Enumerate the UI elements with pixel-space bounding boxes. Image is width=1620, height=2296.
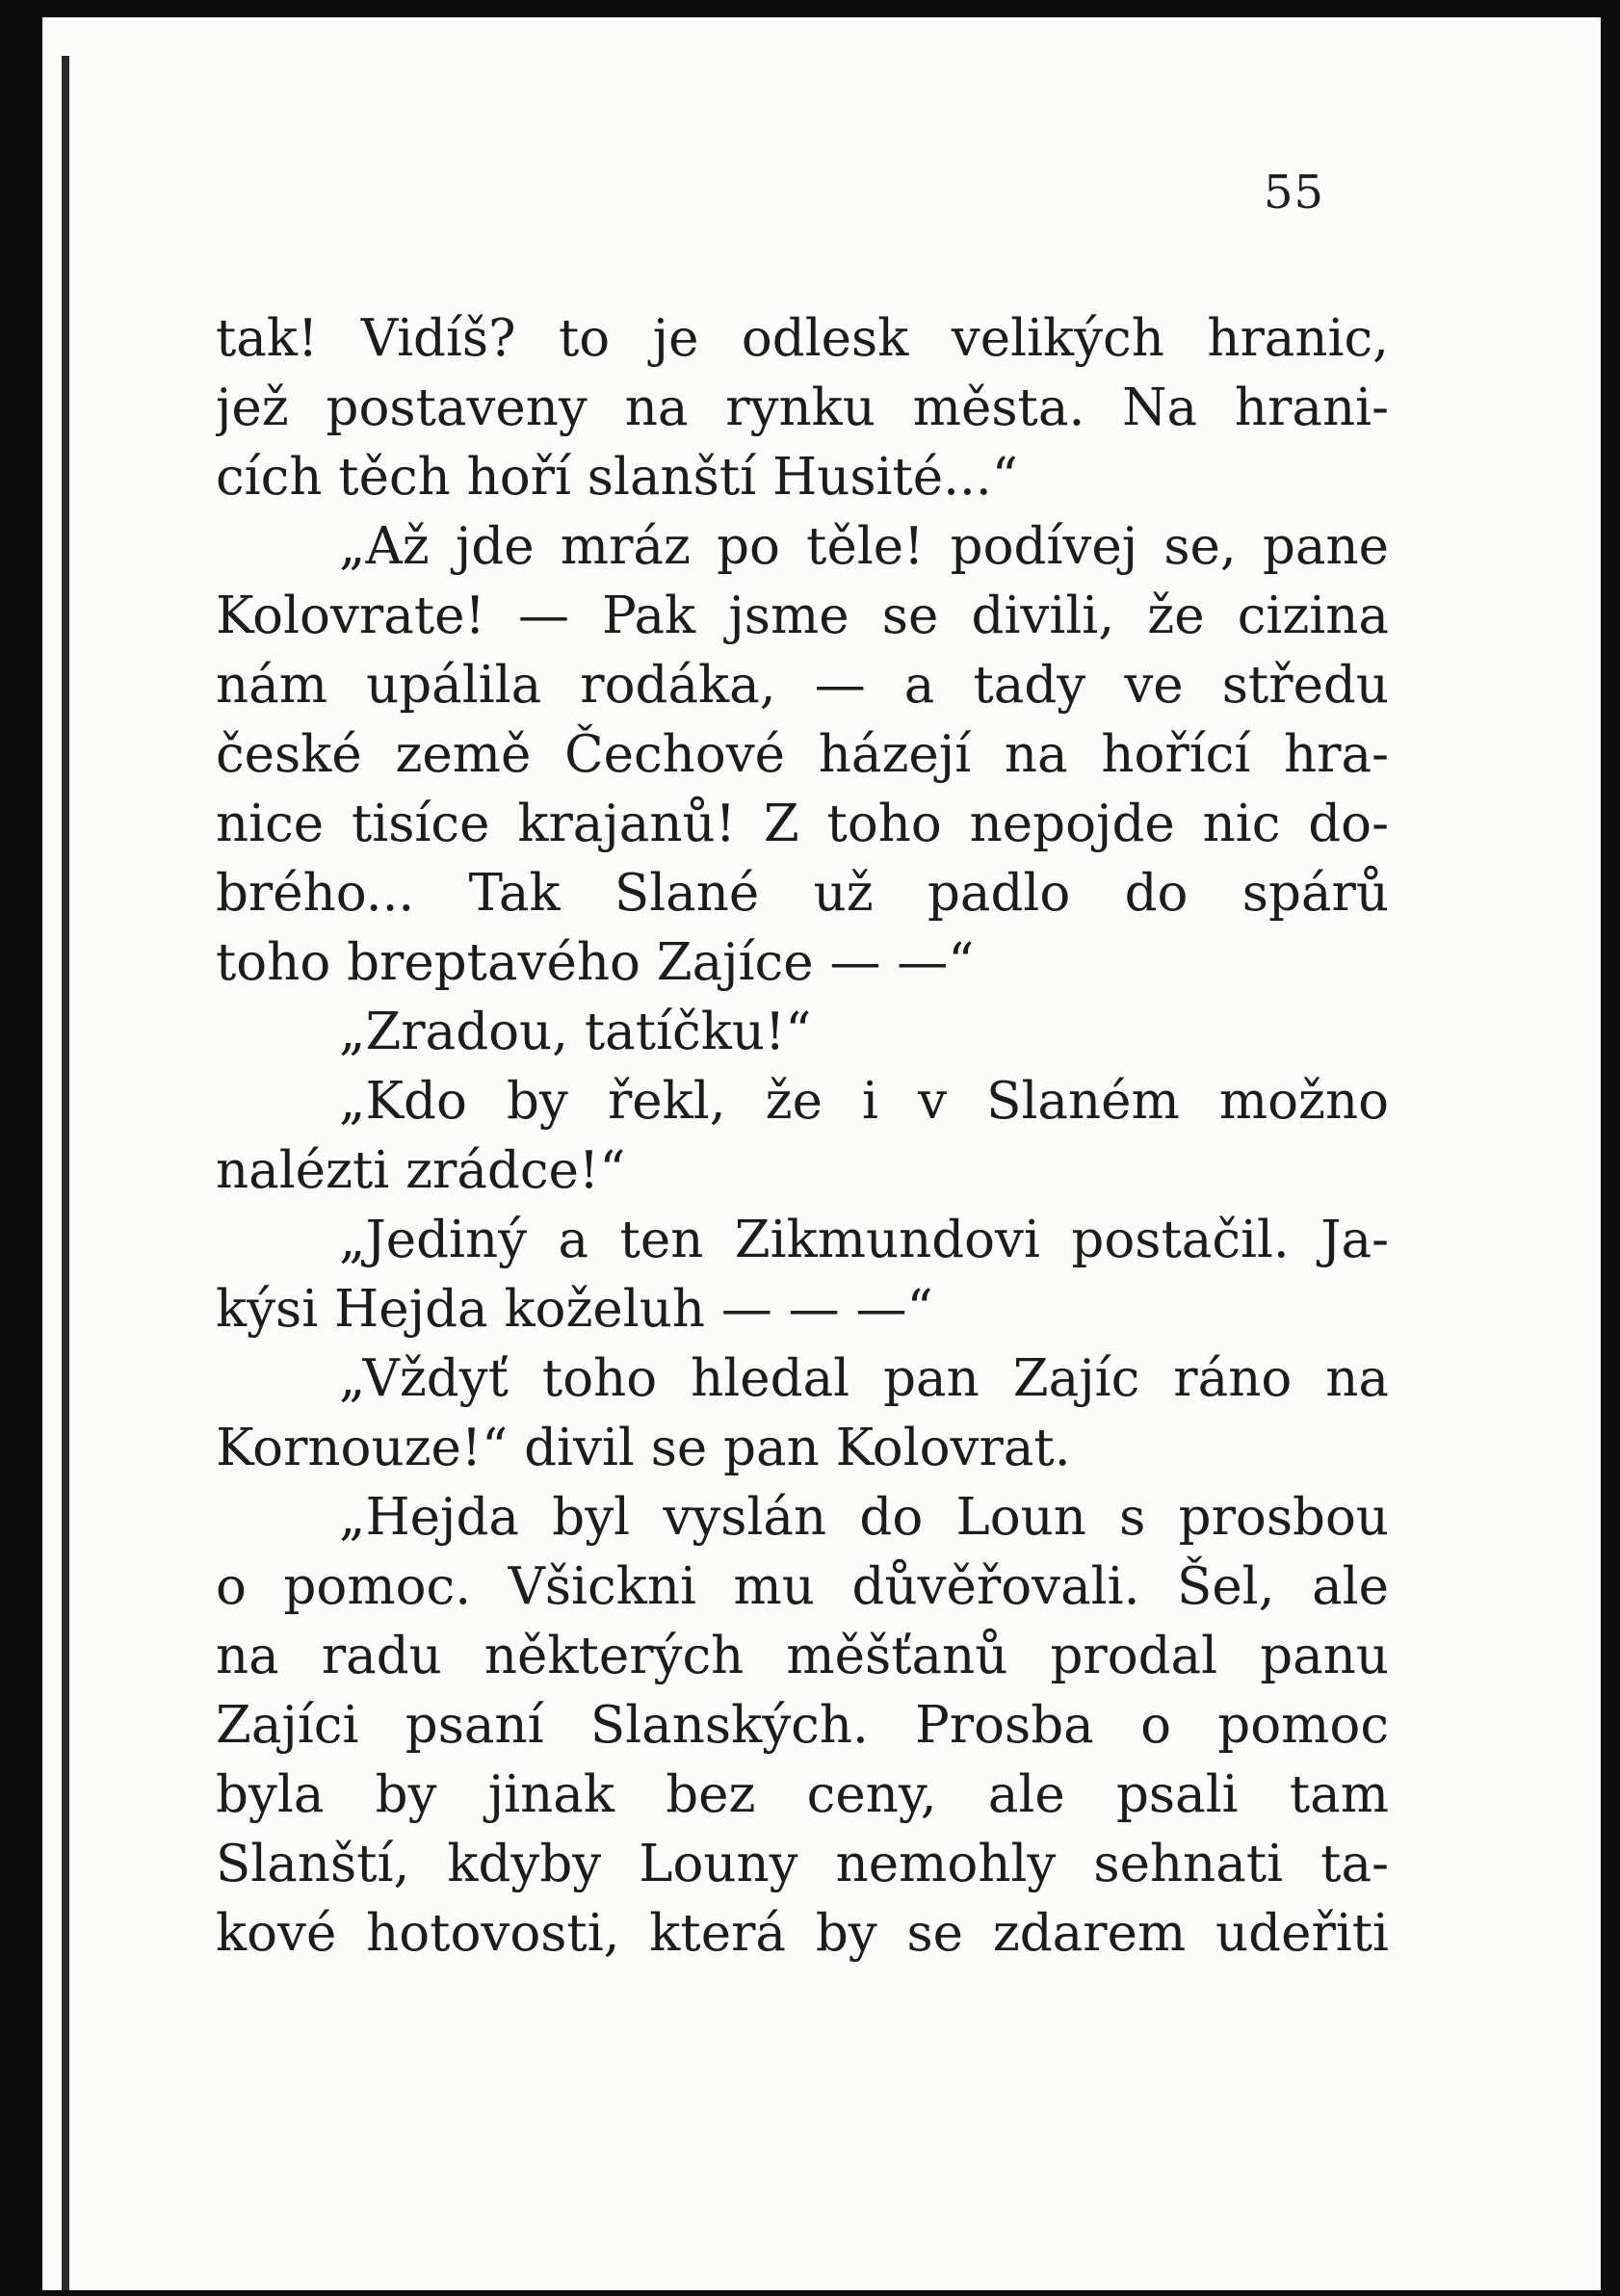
text-line: Kolovrate! — Pak jsme se divili, že cizina bbox=[216, 587, 1389, 645]
text-line: kýsi Hejda koželuh — — —“ bbox=[216, 1280, 933, 1339]
text-line: české země Čechové házejí na hořící hra- bbox=[216, 725, 1389, 784]
text-line: nice tisíce krajanů! Z toho nepojde nic do- bbox=[216, 795, 1389, 853]
page-number: 55 bbox=[1264, 166, 1325, 220]
text-line: „Vždyť toho hledal pan Zajíc ráno na bbox=[339, 1349, 1389, 1408]
text-line: Slanští, kdyby Louny nemohly sehnati ta- bbox=[216, 1835, 1389, 1893]
text-line: nám upálila rodáka, — a tady ve středu bbox=[216, 656, 1389, 715]
text-line: „Až jde mráz po těle! podívej se, pane bbox=[339, 517, 1389, 576]
text-line: jež postaveny na rynku města. Na hrani- bbox=[216, 378, 1389, 437]
text-line: „Jediný a ten Zikmundovi postačil. Ja- bbox=[339, 1211, 1389, 1269]
page-edge-shadow bbox=[62, 56, 69, 2290]
book-page bbox=[42, 17, 1601, 2290]
text-line: na radu některých měšťanů prodal panu bbox=[216, 1627, 1389, 1685]
text-line: cích těch hoří slanští Husité...“ bbox=[216, 448, 1018, 507]
text-line: „Kdo by řekl, že i v Slaném možno bbox=[339, 1072, 1389, 1131]
text-line: „Zradou, tatíčku!“ bbox=[339, 1003, 812, 1061]
text-line: tak! Vidíš? to je odlesk velikých hranic, bbox=[216, 309, 1389, 368]
text-line: Kornouze!“ divil se pan Kolovrat. bbox=[216, 1419, 1071, 1477]
text-line: „Hejda byl vyslán do Loun s prosbou bbox=[339, 1488, 1389, 1547]
text-line: nalézti zrádce!“ bbox=[216, 1141, 626, 1200]
text-line: o pomoc. Všickni mu důvěřovali. Šel, ale bbox=[216, 1557, 1389, 1616]
text-line: byla by jinak bez ceny, ale psali tam bbox=[216, 1765, 1389, 1824]
text-line: kové hotovosti, která by se zdarem udeřiti bbox=[216, 1904, 1389, 1963]
text-line: toho breptavého Zajíce — —“ bbox=[216, 933, 975, 992]
body-text bbox=[216, 304, 1389, 1969]
text-line: brého... Tak Slané už padlo do spárů bbox=[216, 864, 1389, 923]
text-line: Zajíci psaní Slanských. Prosba o pomoc bbox=[216, 1696, 1389, 1755]
